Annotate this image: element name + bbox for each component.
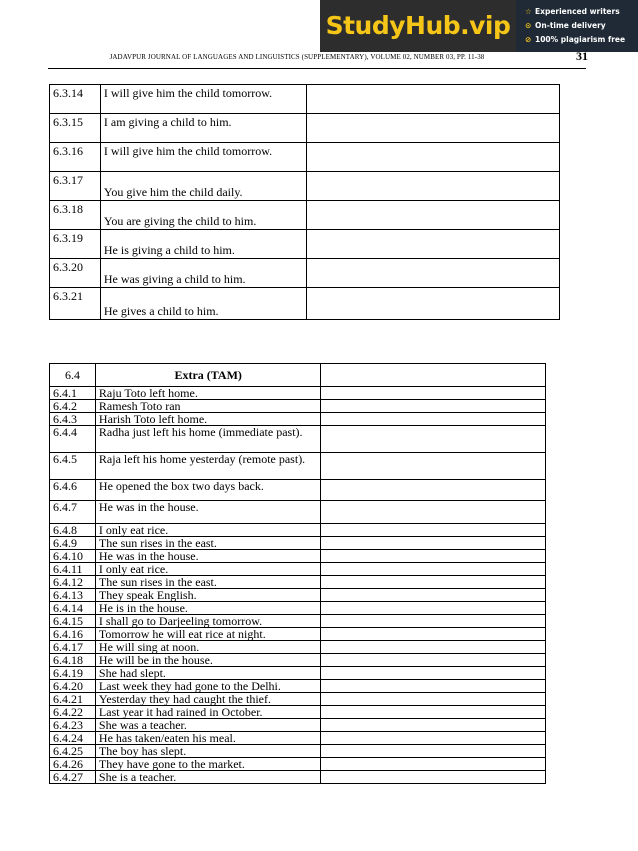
sentence-cell: Harish Toto left home. bbox=[95, 413, 321, 426]
table-row bbox=[50, 143, 560, 172]
journal-title: JADAVPUR JOURNAL OF LANGUAGES AND LINGUISTICS (SUPPLEMENTARY), VOLUME 02, NUMBER 03, PP. 11-38 bbox=[109, 53, 485, 61]
empty-cell bbox=[321, 589, 546, 602]
row-number: 6.4.10 bbox=[50, 550, 96, 563]
banner-feature: ⊙ On-time delivery bbox=[525, 21, 606, 30]
table-row bbox=[50, 771, 546, 784]
banner-feature: ⊘ 100% plagiarism free bbox=[525, 35, 626, 44]
table-row bbox=[50, 667, 546, 680]
sentence-cell: He was giving a child to him. bbox=[100, 259, 306, 288]
row-number: 6.4.2 bbox=[50, 400, 96, 413]
empty-cell bbox=[321, 745, 546, 758]
table-row bbox=[50, 680, 546, 693]
row-number: 6.4.16 bbox=[50, 628, 96, 641]
table-row bbox=[50, 524, 546, 537]
row-number: 6.4.17 bbox=[50, 641, 96, 654]
table-row bbox=[50, 745, 546, 758]
table-row bbox=[50, 426, 546, 453]
row-number: 6.4.11 bbox=[50, 563, 96, 576]
row-number: 6.3.20 bbox=[50, 259, 101, 288]
empty-cell bbox=[321, 537, 546, 550]
empty-cell bbox=[321, 654, 546, 667]
row-number: 6.4.13 bbox=[50, 589, 96, 602]
empty-cell bbox=[306, 143, 559, 172]
sentence-cell: Last week they had gone to the Delhi. bbox=[95, 680, 321, 693]
table-row bbox=[50, 563, 546, 576]
table-row bbox=[50, 172, 560, 201]
empty-cell bbox=[321, 400, 546, 413]
table-row bbox=[50, 230, 560, 259]
table-row bbox=[50, 602, 546, 615]
sentence-cell: I will give him the child tomorrow. bbox=[100, 85, 306, 114]
sentence-cell: He was in the house. bbox=[95, 501, 321, 524]
empty-cell bbox=[321, 719, 546, 732]
table-row bbox=[50, 589, 546, 602]
row-number: 6.4.22 bbox=[50, 706, 96, 719]
empty-cell bbox=[306, 230, 559, 259]
section-title: Extra (TAM) bbox=[95, 364, 321, 387]
sentence-cell: The sun rises in the east. bbox=[95, 537, 321, 550]
table-row bbox=[50, 480, 546, 501]
empty-cell bbox=[321, 524, 546, 537]
empty-cell bbox=[321, 771, 546, 784]
table-row bbox=[50, 758, 546, 771]
empty-cell bbox=[306, 85, 559, 114]
row-number: 6.4.5 bbox=[50, 453, 96, 480]
empty-cell bbox=[306, 288, 559, 320]
empty-cell bbox=[321, 706, 546, 719]
sentence-cell: Last year it had rained in October. bbox=[95, 706, 321, 719]
table-row bbox=[50, 628, 546, 641]
sentence-cell: She had slept. bbox=[95, 667, 321, 680]
row-number: 6.4.25 bbox=[50, 745, 96, 758]
sentence-table-6-3 bbox=[49, 84, 560, 320]
table-header-row bbox=[50, 364, 546, 387]
row-number: 6.4.27 bbox=[50, 771, 96, 784]
row-number: 6.4.1 bbox=[50, 387, 96, 400]
empty-cell bbox=[321, 364, 546, 387]
table-row bbox=[50, 413, 546, 426]
table-row bbox=[50, 288, 560, 320]
empty-cell bbox=[321, 480, 546, 501]
empty-cell bbox=[321, 628, 546, 641]
running-header bbox=[0, 48, 638, 68]
sentence-cell: I shall go to Darjeeling tomorrow. bbox=[95, 615, 321, 628]
sentence-cell: I will give him the child tomorrow. bbox=[100, 143, 306, 172]
row-number: 6.4.21 bbox=[50, 693, 96, 706]
banner-logo: StudyHub.vip bbox=[320, 0, 516, 52]
sentence-cell: He was in the house. bbox=[95, 550, 321, 563]
table-row bbox=[50, 85, 560, 114]
sentence-cell: He will sing at noon. bbox=[95, 641, 321, 654]
row-number: 6.4.14 bbox=[50, 602, 96, 615]
sentence-table-6-4 bbox=[49, 363, 546, 784]
table-row bbox=[50, 537, 546, 550]
banner-features bbox=[516, 0, 638, 52]
table-row bbox=[50, 387, 546, 400]
sentence-cell: He gives a child to him. bbox=[100, 288, 306, 320]
row-number: 6.4.19 bbox=[50, 667, 96, 680]
table-row bbox=[50, 550, 546, 563]
table-row bbox=[50, 400, 546, 413]
row-number: 6.4.9 bbox=[50, 537, 96, 550]
sentence-cell: I am giving a child to him. bbox=[100, 114, 306, 143]
sentence-cell: I only eat rice. bbox=[95, 563, 321, 576]
sentence-cell: The sun rises in the east. bbox=[95, 576, 321, 589]
clock-icon: ⊙ bbox=[525, 21, 532, 30]
sentence-cell: I only eat rice. bbox=[95, 524, 321, 537]
row-number: 6.4.8 bbox=[50, 524, 96, 537]
badge-icon: ⊘ bbox=[525, 35, 532, 44]
sentence-cell: Raja left his home yesterday (remote past). bbox=[95, 453, 321, 480]
table-row bbox=[50, 706, 546, 719]
sentence-cell: He will be in the house. bbox=[95, 654, 321, 667]
sentence-cell: He is giving a child to him. bbox=[100, 230, 306, 259]
sentence-cell: You give him the child daily. bbox=[100, 172, 306, 201]
row-number: 6.4.18 bbox=[50, 654, 96, 667]
empty-cell bbox=[321, 680, 546, 693]
studyhub-banner[interactable] bbox=[320, 0, 638, 52]
row-number: 6.4.23 bbox=[50, 719, 96, 732]
empty-cell bbox=[321, 576, 546, 589]
table-row bbox=[50, 576, 546, 589]
table-row bbox=[50, 259, 560, 288]
header-divider bbox=[48, 68, 586, 69]
empty-cell bbox=[321, 387, 546, 400]
empty-cell bbox=[321, 413, 546, 426]
table-row bbox=[50, 201, 560, 230]
row-number: 6.4.12 bbox=[50, 576, 96, 589]
section-number: 6.4 bbox=[50, 364, 96, 387]
empty-cell bbox=[306, 114, 559, 143]
sentence-cell: Yesterday they had caught the thief. bbox=[95, 693, 321, 706]
empty-cell bbox=[321, 732, 546, 745]
sentence-cell: Ramesh Toto ran bbox=[95, 400, 321, 413]
sentence-cell: Raju Toto left home. bbox=[95, 387, 321, 400]
empty-cell bbox=[321, 602, 546, 615]
empty-cell bbox=[306, 172, 559, 201]
sentence-cell: He opened the box two days back. bbox=[95, 480, 321, 501]
star-icon: ☆ bbox=[525, 7, 532, 16]
row-number: 6.4.24 bbox=[50, 732, 96, 745]
row-number: 6.4.4 bbox=[50, 426, 96, 453]
empty-cell bbox=[306, 259, 559, 288]
empty-cell bbox=[321, 693, 546, 706]
table-row bbox=[50, 114, 560, 143]
empty-cell bbox=[321, 501, 546, 524]
sentence-cell: Radha just left his home (immediate past). bbox=[95, 426, 321, 453]
row-number: 6.3.19 bbox=[50, 230, 101, 259]
table-row bbox=[50, 615, 546, 628]
table-row bbox=[50, 693, 546, 706]
empty-cell bbox=[321, 667, 546, 680]
row-number: 6.3.14 bbox=[50, 85, 101, 114]
sentence-cell: They speak English. bbox=[95, 589, 321, 602]
table-row bbox=[50, 641, 546, 654]
empty-cell bbox=[321, 453, 546, 480]
page-number: 31 bbox=[576, 49, 588, 63]
row-number: 6.4.15 bbox=[50, 615, 96, 628]
banner-feature: ☆ Experienced writers bbox=[525, 7, 620, 16]
empty-cell bbox=[321, 550, 546, 563]
row-number: 6.4.6 bbox=[50, 480, 96, 501]
table-row bbox=[50, 719, 546, 732]
row-number: 6.3.15 bbox=[50, 114, 101, 143]
sentence-cell: He is in the house. bbox=[95, 602, 321, 615]
empty-cell bbox=[321, 641, 546, 654]
sentence-cell: You are giving the child to him. bbox=[100, 201, 306, 230]
empty-cell bbox=[306, 201, 559, 230]
sentence-cell: They have gone to the market. bbox=[95, 758, 321, 771]
empty-cell bbox=[321, 758, 546, 771]
row-number: 6.3.21 bbox=[50, 288, 101, 320]
sentence-cell: She is a teacher. bbox=[95, 771, 321, 784]
row-number: 6.4.26 bbox=[50, 758, 96, 771]
row-number: 6.4.7 bbox=[50, 501, 96, 524]
table-row bbox=[50, 501, 546, 524]
row-number: 6.4.20 bbox=[50, 680, 96, 693]
row-number: 6.3.16 bbox=[50, 143, 101, 172]
sentence-cell: She was a teacher. bbox=[95, 719, 321, 732]
empty-cell bbox=[321, 563, 546, 576]
empty-cell bbox=[321, 426, 546, 453]
sentence-cell: He has taken/eaten his meal. bbox=[95, 732, 321, 745]
sentence-cell: Tomorrow he will eat rice at night. bbox=[95, 628, 321, 641]
table-row bbox=[50, 453, 546, 480]
table-row bbox=[50, 654, 546, 667]
empty-cell bbox=[321, 615, 546, 628]
table-row bbox=[50, 732, 546, 745]
row-number: 6.3.17 bbox=[50, 172, 101, 201]
sentence-cell: The boy has slept. bbox=[95, 745, 321, 758]
row-number: 6.4.3 bbox=[50, 413, 96, 426]
row-number: 6.3.18 bbox=[50, 201, 101, 230]
